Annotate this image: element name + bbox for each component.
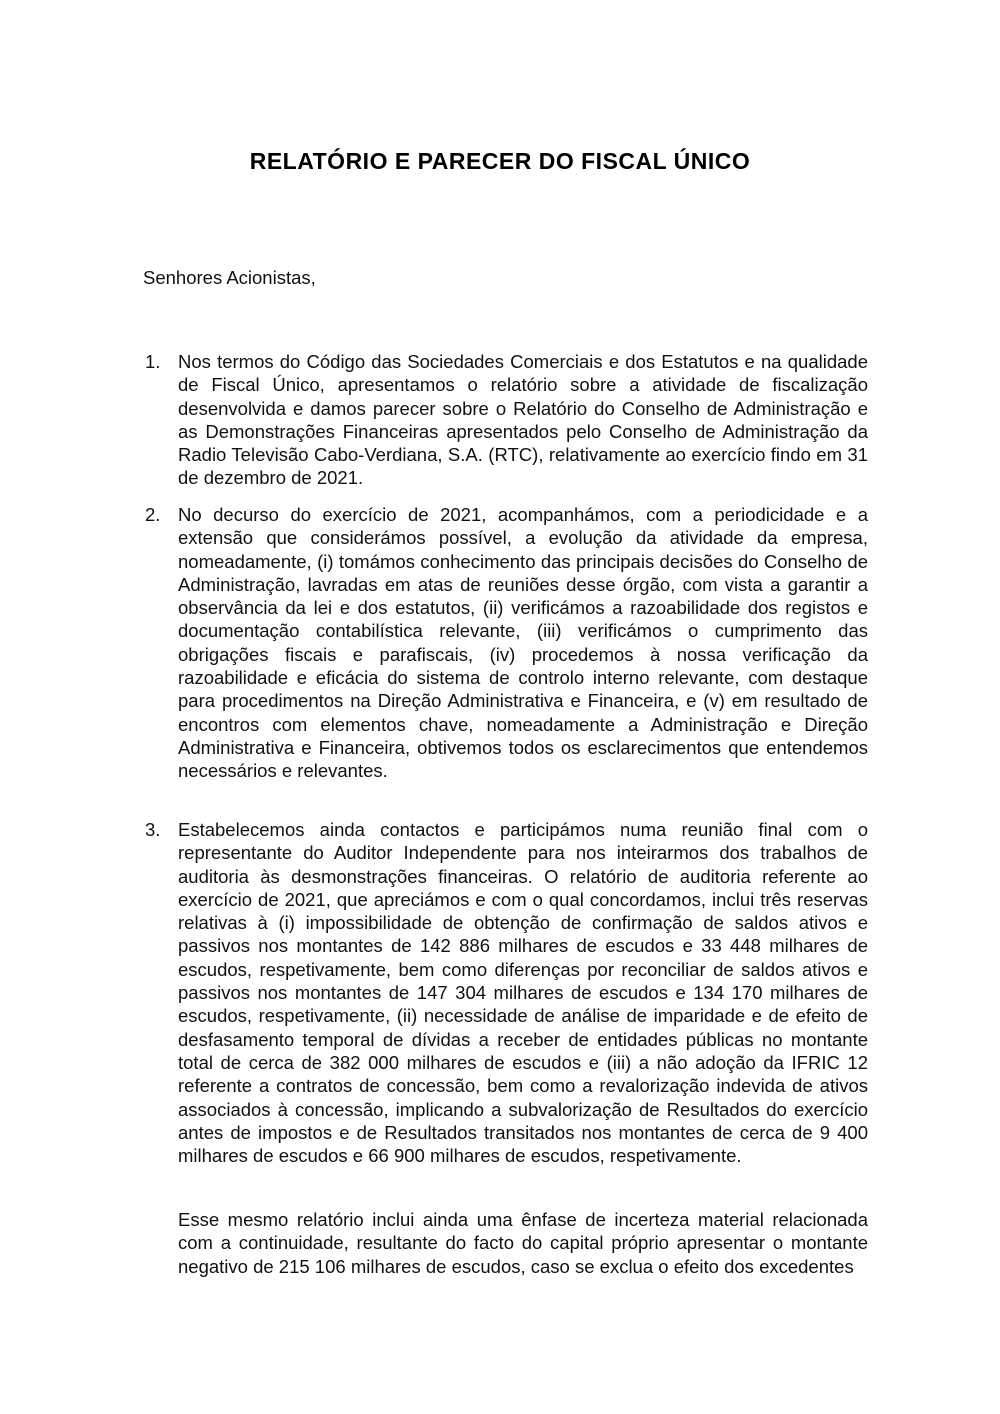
paragraph-item-1: [143, 350, 868, 490]
salutation: Senhores Acionistas,: [143, 267, 316, 288]
document-title: RELATÓRIO E PARECER DO FISCAL ÚNICO: [249, 148, 751, 175]
paragraph-continuation: [143, 1208, 868, 1278]
paragraph-item-3: [143, 818, 868, 1167]
paragraph-text: Estabelecemos ainda contactos e participámos numa reunião final com o representante do Auditor Independente para nos inteirarmos dos trabalhos de auditoria às desmonstrações financeiras. O relatório de auditoria referente ao exercício de 2021, que apreciámos e com o qual concordamos, inclui três reservas relativas à (i) impossibilidade de obtenção de confirmação de saldos ativos e passivos nos montantes de 142 886 milhares de escudos e 33 448 milhares de escudos, respetivamente, bem como diferenças por reconciliar de saldos ativos e passivos nos montantes de 147 304 milhares de escudos e 134 170 milhares de escudos, respetivamente, (ii) necessidade de análise de imparidade e de efeito de desfasamento temporal de dívidas a receber de entidades públicas no montante total de cerca de 382 000 milhares de escudos e (iii) a não adoção da IFRIC 12 referente a contratos de concessão, bem como a revalorização indevida de ativos associados à concessão, implicando a subvalorização de Resultados do exercício antes de impostos e de Resultados transitados nos montantes de cerca de 9 400 milhares de escudos e 66 900 milhares de escudos, respetivamente.: [178, 819, 868, 1167]
paragraph-number: 2.: [145, 504, 161, 525]
paragraph-number: 3.: [145, 819, 161, 840]
paragraph-text: Esse mesmo relatório inclui ainda uma ênfase de incerteza material relacionada com a continuidade, resultante do facto do capital próprio apresentar o montante negativo de 215 106 milhares de escudos, caso se exclua o efeito dos excedentes: [178, 1209, 868, 1277]
paragraph-text: No decurso do exercício de 2021, acompanhámos, com a periodicidade e a extensão que considerámos possível, a evolução da atividade da empresa, nomeadamente, (i) tomámos conhecimento das principais decisões do Conselho de Administração, lavradas em atas de reuniões desse órgão, com vista a garantir a observância da lei e dos estatutos, (ii) verificámos a razoabilidade dos registos e documentação contabilística relevante, (iii) verificámos o cumprimento das obrigações fiscais e parafiscais, (iv) procedemos à nossa verificação da razoabilidade e eficácia do sistema de controlo interno relevante, com destaque para procedimentos na Direção Administrativa e Financeira, e (v) em resultado de encontros com elementos chave, nomeadamente a Administração e Direção Administrativa e Financeira, obtivemos todos os esclarecimentos que entendemos necessários e relevantes.: [178, 504, 868, 782]
paragraph-text: Nos termos do Código das Sociedades Comerciais e dos Estatutos e na qualidade de Fiscal Único, apresentamos o relatório sobre a atividade de fiscalização desenvolvida e damos parecer sobre o Relatório do Conselho de Administração e as Demonstrações Financeiras apresentados pelo Conselho de Administração da Radio Televisão Cabo-Verdiana, S.A. (RTC), relativamente ao exercício findo em 31 de dezembro de 2021.: [178, 351, 868, 489]
paragraph-item-2: [143, 503, 868, 783]
paragraph-number: 1.: [145, 351, 161, 372]
